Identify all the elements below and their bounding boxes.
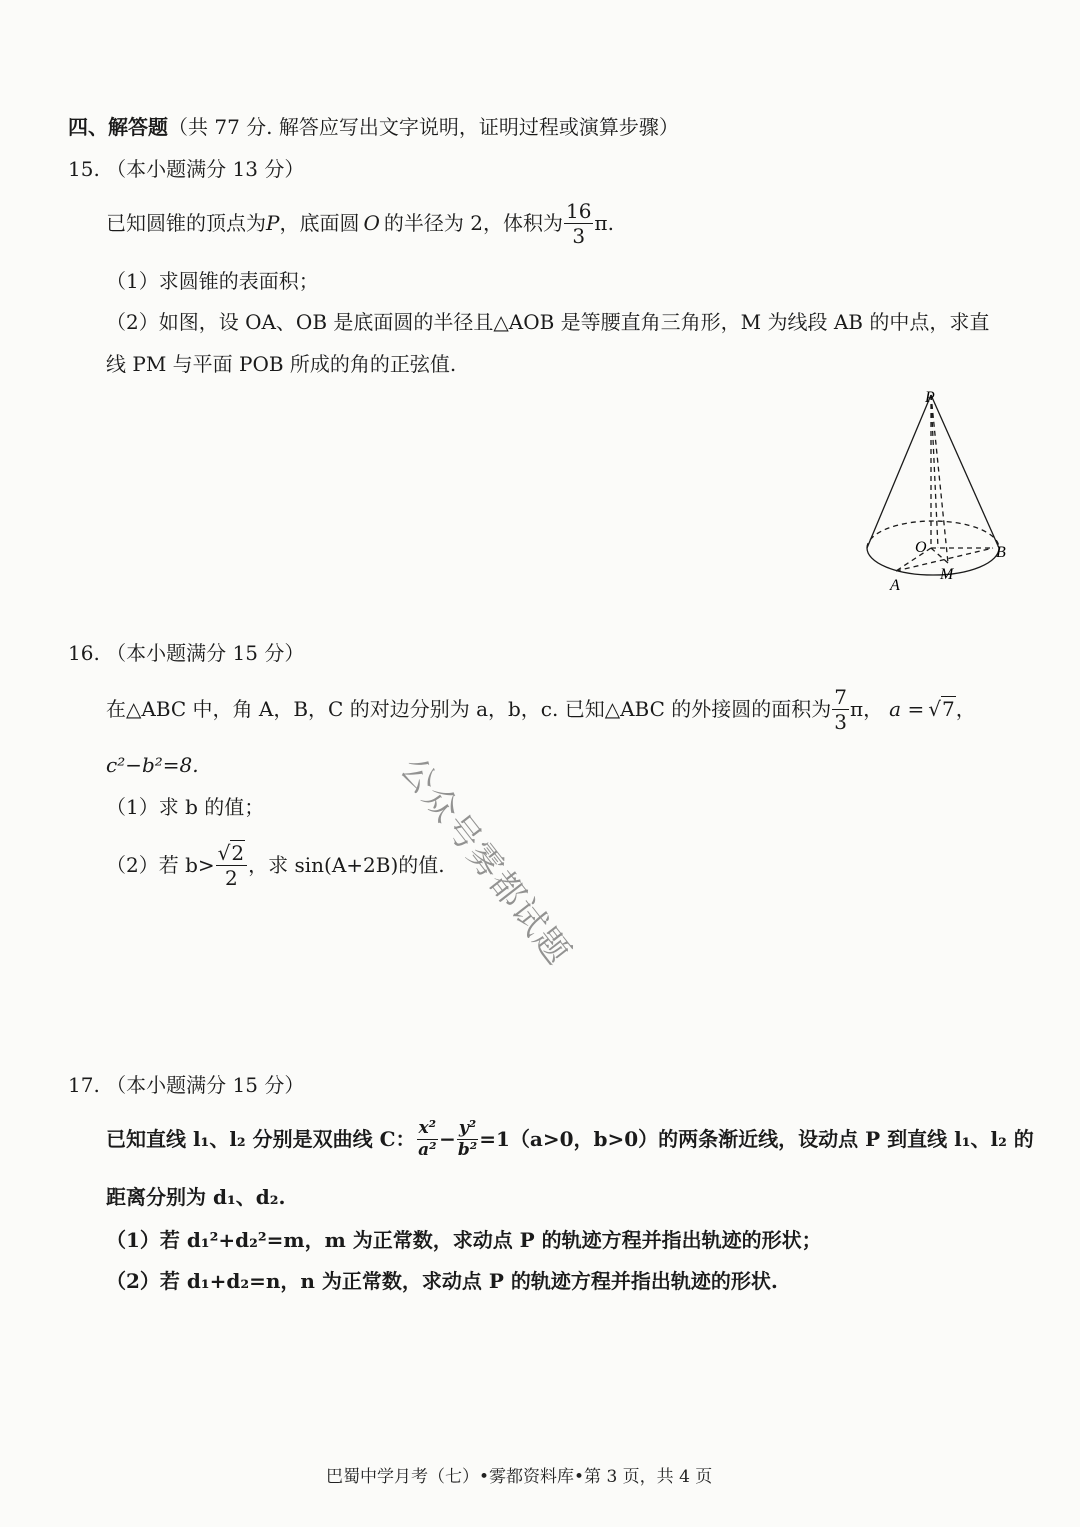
q15-stem-P: P [266, 211, 280, 235]
q17-part2: （2）若 d₁+d₂=n，n 为正常数，求动点 P 的轨迹方程并指出轨迹的形状. [106, 1269, 778, 1293]
segment-OM [931, 548, 948, 563]
q17-stem-text-a: 已知直线 l₁、l₂ 分别是双曲线 C： [106, 1127, 416, 1151]
q17-y-fraction [457, 1117, 478, 1160]
q17-b-squared: b² [457, 1139, 478, 1160]
q17-x-fraction [417, 1117, 439, 1160]
q17-y-squared: y² [458, 1117, 477, 1138]
q17-minus: − [439, 1127, 456, 1151]
q17-stem-text-b: =1（a>0，b>0）的两条渐近线，设动点 P 到直线 l₁、l₂ 的 [479, 1127, 1034, 1151]
q16-sqrt7-radicand: 7 [941, 697, 955, 721]
q16-comma: ， [955, 697, 976, 721]
q15-stem-text-b: ，底面圆 [279, 211, 360, 235]
cone-left-side [867, 395, 931, 548]
cone-label-A: A [890, 577, 900, 594]
line-P-inner [931, 395, 938, 548]
section-heading: 四、解答题 [68, 115, 168, 139]
watermark: 公众号雾都试题 [392, 749, 579, 974]
q16-part2-text-b: ，求 sin(A+2B)的值. [248, 853, 445, 877]
cone-base-front [867, 548, 999, 575]
q15-number: 15. [68, 157, 100, 181]
q16-sqrt7: √7 [928, 697, 955, 721]
q15-stem [106, 198, 614, 248]
q15-stem-text-c: 的半径为 2，体积为 [383, 211, 563, 235]
section-note: （共 77 分. 解答应写出文字说明，证明过程或演算步骤） [168, 115, 679, 139]
q15-part2-line1: （2）如图，设 OA、OB 是底面圆的半径且△AOB 是等腰直角三角形，M 为线段 AB 的中点，求直 [106, 310, 990, 334]
cone-label-M: M [940, 566, 954, 583]
q16-part2-numerator [216, 840, 247, 866]
q15-volume-denominator: 3 [572, 223, 586, 248]
cone-label-O: O [915, 539, 927, 556]
cone-label-P: P [925, 389, 935, 406]
q15-stem-O: O [363, 211, 380, 235]
q16-number: 16. [68, 641, 100, 665]
q16-stem-text-a: 在△ABC 中，角 A，B，C 的对边分别为 a，b，c. 已知△ABC 的外接圆的面积为 [106, 697, 832, 721]
q16-a-equals: a = [889, 697, 925, 721]
q17-part1: （1）若 d₁²+d₂²=m，m 为正常数，求动点 P 的轨迹方程并指出轨迹的形状； [106, 1228, 822, 1252]
q16-line2: c²−b²=8. [106, 753, 199, 777]
q15-header [68, 156, 304, 182]
q16-stem-text-b: π， [850, 697, 884, 721]
q17-x-squared: x² [418, 1117, 437, 1138]
q17-stem [106, 1113, 1034, 1165]
q17-number: 17. [68, 1073, 100, 1097]
q15-volume-pi: π. [594, 211, 614, 235]
q16-header [68, 640, 304, 666]
cone-label-B: B [996, 544, 1006, 561]
q16-part2-fraction [216, 840, 247, 890]
q15-score: （本小题满分 13 分） [106, 157, 305, 181]
cone-figure [850, 385, 1020, 595]
q16-part2-denominator: 2 [225, 865, 238, 890]
q15-stem-text-a: 已知圆锥的顶点为 [106, 211, 266, 235]
cone-base-back [867, 521, 999, 548]
q16-score: （本小题满分 15 分） [106, 641, 305, 665]
q16-sqrt2: √2 [217, 840, 245, 865]
q16-stem [106, 684, 976, 734]
q17-header [68, 1072, 304, 1098]
line-PM [931, 395, 948, 563]
q16-area-numerator: 7 [834, 684, 847, 709]
q17-score: （本小题满分 15 分） [106, 1073, 305, 1097]
q16-sqrt2-radicand: 2 [231, 840, 245, 865]
q16-part2 [106, 838, 445, 892]
q16-area-fraction [832, 684, 849, 734]
section-heading-row [68, 114, 679, 140]
q16-area-denominator: 3 [834, 709, 847, 734]
q15-part1: （1）求圆锥的表面积； [106, 269, 319, 293]
q15-part2-line2: 线 PM 与平面 POB 所成的角的正弦值. [106, 352, 457, 376]
q17-line2: 距离分别为 d₁、d₂. [106, 1185, 286, 1209]
page-footer: 巴蜀中学月考（七）•雾都资料库•第 3 页，共 4 页 [326, 1467, 713, 1487]
q17-a-squared: a² [418, 1139, 437, 1160]
q15-volume-fraction [564, 198, 593, 248]
q15-volume-numerator: 16 [565, 198, 592, 223]
q16-part2-text-a: （2）若 b> [106, 853, 215, 877]
q16-part1: （1）求 b 的值； [106, 795, 265, 819]
